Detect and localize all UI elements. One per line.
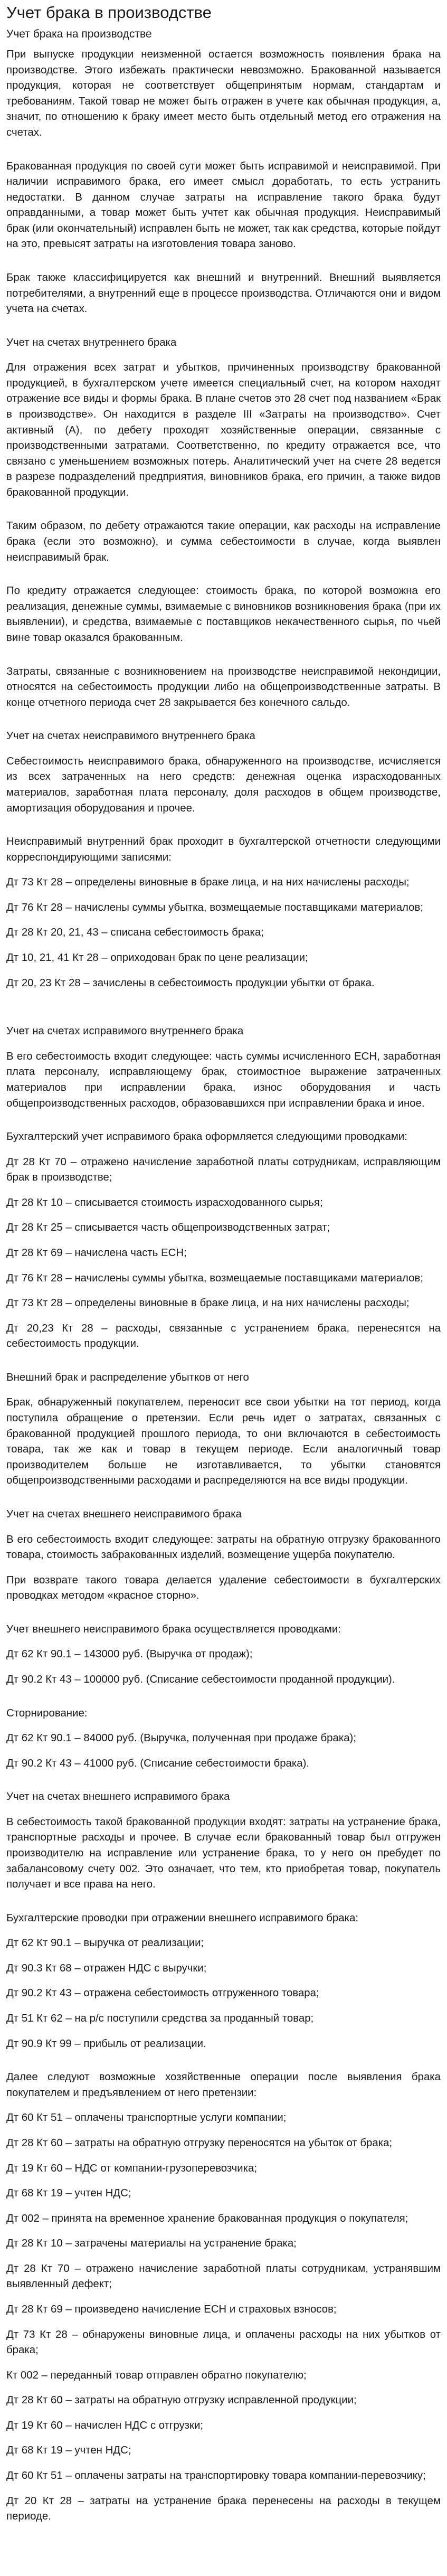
paragraph: Дт 90.2 Кт 43 – отражена себестоимость отгруженного товара; bbox=[6, 1987, 319, 1999]
paragraph: Дт 10, 21, 41 Кт 28 – оприходован брак по цене реализации; bbox=[6, 952, 308, 964]
spacer bbox=[6, 1040, 441, 1049]
spacer bbox=[6, 1236, 441, 1245]
paragraph: Неисправимый внутренний брак проходит в бухгалтерской отчетности следующими корреспондирующими записями: bbox=[6, 836, 441, 863]
paragraph: Для отражения всех затрат и убытков, причиненных производству бракованной продукцией, в бухгалтерском учете имеется специальный счет, на котором находят отражение все виды и формы брака. В плане счетов это 28 счет под названием «Брак в производстве». Он находится в разделе III «Затраты на производство». Счет активный (А), по дебету проходят хозяйственные операции, связанные с производственными затратами. Соответственно, по кредиту отражается все, что связано с уменьшением возможных потерь. Аналитический учет на счете 28 ведется в разрезе подразделений предприятия, виновников брака, его причин, а также видов бракованной продукции. bbox=[6, 362, 441, 498]
spacer bbox=[6, 1186, 441, 1195]
paragraph: Себестоимость неисправимого брака, обнаруженного на производстве, исчисляется из всех затраченных на него средств: денежная оценка израсходованных материалов, заработная плата персоналу, доля расходов в общем производстве, амортизация оборудования и прочее. bbox=[6, 755, 441, 814]
paragraph: В его себестоимость входит следующее: затраты на обратную отгрузку бракованного товара, стоимость забракованных изделий, возмещение ущерба покупателю. bbox=[6, 1533, 441, 1561]
spacer bbox=[6, 1604, 441, 1622]
spacer bbox=[6, 1211, 441, 1220]
paragraph: Дт 51 Кт 62 – на р/с поступили средства за проданный товар; bbox=[6, 2013, 314, 2025]
paragraph: Дт 60 Кт 51 – оплачены затраты на транспортировку товара компании-перевозчику; bbox=[6, 2470, 426, 2482]
spacer bbox=[6, 1489, 441, 1507]
spacer bbox=[6, 991, 441, 1024]
paragraph: Бухгалтерские проводки при отражении внешнего исправимого брака: bbox=[6, 1912, 358, 1924]
paragraph: Дт 68 Кт 19 – учтен НДС; bbox=[6, 2187, 131, 2200]
spacer bbox=[6, 2292, 441, 2302]
paragraph: Дт 68 Кт 19 – учтен НДС; bbox=[6, 2445, 131, 2457]
spacer bbox=[6, 2433, 441, 2443]
section-subtitle: Учет брака на производстве bbox=[6, 27, 152, 40]
spacer bbox=[6, 1747, 441, 1756]
paragraph: Кт 002 – переданный товар отправлен обратно покупателю; bbox=[6, 2369, 307, 2381]
spacer bbox=[6, 2002, 441, 2011]
paragraph: Дт 90.2 Кт 43 – 100000 руб. (Списание себестоимости проданной продукции). bbox=[6, 1673, 395, 1685]
paragraph: Дт 20 Кт 28 – затраты на устранение брака перенесены на расходы в текущем периоде. bbox=[6, 2495, 441, 2523]
paragraph: Дт 28 Кт 25 – списывается часть общепроизводственных затрат; bbox=[6, 1222, 330, 1234]
paragraph: В себестоимость такой бракованной продукции входят: затраты на устранение брака, транспортные расходы и прочее. В случае если бракованный товар был отгружен производителю на исправление или устранение брака, то у него он пребудет по забалансовому счету 002. Это означает, что тем, кто приобретая товар, покупатель получает и все права на него. bbox=[6, 1816, 441, 1891]
paragraph: Дт 28 Кт 60 – затраты на обратную отгрузку исправленной продукции; bbox=[6, 2394, 357, 2407]
spacer bbox=[6, 1385, 441, 1395]
paragraph: Учет на счетах внешнего исправимого брака bbox=[6, 1791, 230, 1803]
spacer bbox=[6, 1352, 441, 1370]
spacer bbox=[6, 252, 441, 270]
paragraph: Сторнирование: bbox=[6, 1707, 88, 1719]
paragraph: Учет на счетах внешнего неисправимого брака bbox=[6, 1508, 242, 1520]
paragraph: Дт 20, 23 Кт 28 – зачислены в себестоимость продукции убытки от брака. bbox=[6, 977, 375, 989]
paragraph: Учет на счетах внутреннего брака bbox=[6, 336, 177, 348]
spacer bbox=[6, 565, 441, 583]
spacer bbox=[6, 1663, 441, 1672]
spacer bbox=[6, 1145, 441, 1155]
spacer bbox=[6, 2484, 441, 2494]
spacer bbox=[6, 317, 441, 335]
paragraph: Дт 28 Кт 69 – начислена часть ЕСН; bbox=[6, 1247, 187, 1259]
spacer bbox=[6, 2152, 441, 2161]
spacer bbox=[6, 1286, 441, 1296]
spacer bbox=[6, 2252, 441, 2261]
paragraph: Затраты, связанные с возникновением на производстве неисправимой некондиции, относятся на себестоимость продукции либо на общепроизводственные затраты. В конце отчетного периода счет 28 закрывается без конечного сальдо. bbox=[6, 665, 441, 709]
spacer bbox=[6, 2101, 441, 2110]
paragraph: При выпуске продукции неизменной остается возможность появления брака на производстве. Этого избежать практически невозможно. Бракованной называется продукция, которая не соответствует общепринятым нормам, стандартам и требованиям. Такой товар не может быть отражен в учете как обычная продукция, а, значит, по отношению к браку имеет место быть отдельный метод его отражения на счетах. bbox=[6, 49, 441, 138]
paragraph: Дт 20,23 Кт 28 – расходы, связанные с устранением брака, перенесятся на себестоимость продукции. bbox=[6, 1322, 441, 1350]
spacer bbox=[6, 2226, 441, 2236]
paragraph: Бракованная продукция по своей сути может быть исправимой и неисправимой. При наличии исправимого брака, его имеет смысл доработать, то есть устранить недостатки. В данном случае затраты на исправление такого брака будут оправданными, а товар может быть учтет как обычная продукция. Неисправимый брак (или окончательный) исправлен быть не может, так как средства, которые пойдут на это, превысят затраты на изготовления товара заново. bbox=[6, 160, 441, 250]
spacer bbox=[6, 1311, 441, 1321]
paragraph: Дт 28 Кт 69 – произведено начисление ЕСН и страховых взносов; bbox=[6, 2304, 337, 2315]
spacer bbox=[6, 2126, 441, 2136]
spacer bbox=[6, 941, 441, 950]
spacer bbox=[6, 1805, 441, 1815]
paragraph: Дт 19 Кт 60 – начислен НДС с отгрузки; bbox=[6, 2419, 204, 2431]
page-title: Учет брака в производстве bbox=[6, 3, 212, 22]
spacer bbox=[6, 2052, 441, 2070]
paragraph: Учет внешнего неисправимого брака осуществляется проводками: bbox=[6, 1623, 341, 1635]
paragraph: Дт 73 Кт 28 – определены виновные в браке лица, и на них начислены расходы; bbox=[6, 876, 410, 889]
spacer bbox=[6, 966, 441, 976]
spacer bbox=[6, 2383, 441, 2393]
paragraph: Дт 28 Кт 60 – затраты на обратную отгрузку переносятся на убыток от брака; bbox=[6, 2137, 393, 2149]
paragraph: Дт 60 Кт 51 – оплачены транспортные услуги компании; bbox=[6, 2112, 287, 2124]
paragraph: Дт 90.3 Кт 68 – отражен НДС с выручки; bbox=[6, 1962, 207, 1974]
spacer bbox=[6, 1893, 441, 1911]
paragraph: Дт 62 Кт 90.1 – выручка от реализации; bbox=[6, 1937, 204, 1949]
spacer bbox=[6, 916, 441, 925]
article-body bbox=[6, 47, 441, 2534]
paragraph: Дт 62 Кт 90.1 – 84000 руб. (Выручка, полученная при продаже брака); bbox=[6, 1732, 357, 1744]
paragraph: Брак, обнаруженный покупателем, переносит все свои убытки на тот период, когда поступила обращение о претензии. Если речь идет о затратах, связанных с бракованной продукцией прошлого периода, то они включаются в себестоимость товара, так же как и товар в текущем периоде. Если аналогичный товар производителем больше не изготавливается, то убытки становятся общепроизводственными расходами и распределяются на все виды продукции. bbox=[6, 1396, 441, 1487]
spacer bbox=[6, 2027, 441, 2036]
spacer bbox=[6, 501, 441, 518]
spacer bbox=[6, 1637, 441, 1647]
paragraph: Дт 76 Кт 28 – начислены суммы убытка, возмещаемые поставщиками материалов; bbox=[6, 901, 423, 913]
paragraph: Брак также классифицируется как внешний и внутренний. Внешний выявляется потребителями, а внутренний еще в процессе производства. Отличаются они и видом учета на счетах. bbox=[6, 271, 441, 315]
paragraph: По кредиту отражается следующее: стоимость брака, по которой возможна его реализация, денежные суммы, взимаемые с виновников возникновения брака (при их выявлении), и средства, взимаемые с поставщиков некачественного сырья, по чьей вине товар оказался бракованным. bbox=[6, 585, 441, 644]
spacer bbox=[6, 1926, 441, 1936]
spacer bbox=[6, 816, 441, 834]
spacer bbox=[6, 1771, 441, 1789]
spacer bbox=[6, 891, 441, 900]
spacer bbox=[6, 1721, 441, 1731]
spacer bbox=[6, 865, 441, 875]
spacer bbox=[6, 141, 441, 159]
paragraph: Учет на счетах исправимого внутреннего брака bbox=[6, 1025, 244, 1037]
paragraph: Дт 90.9 Кт 99 – прибыль от реализации. bbox=[6, 2037, 206, 2050]
spacer bbox=[6, 2525, 441, 2534]
paragraph: Далее следуют возможные хозяйственные операции после выявления брака покупателем и предъявлением от него претензии: bbox=[6, 2071, 441, 2099]
paragraph: Дт 28 Кт 20, 21, 43 – списана себестоимость брака; bbox=[6, 927, 264, 939]
spacer bbox=[6, 711, 441, 729]
spacer bbox=[6, 351, 441, 360]
spacer bbox=[6, 1523, 441, 1532]
spacer bbox=[6, 2358, 441, 2368]
paragraph: Бухгалтерский учет исправимого брака оформляется следующими проводками: bbox=[6, 1131, 407, 1143]
spacer bbox=[6, 2318, 441, 2327]
paragraph: Дт 62 Кт 90.1 – 143000 руб. (Выручка от продаж); bbox=[6, 1648, 253, 1660]
paragraph: Дт 002 – принята на временное хранение бракованная продукция о покупателя; bbox=[6, 2212, 408, 2224]
paragraph: При возврате такого товара делается удаление себестоимости в бухгалтерских проводках методом «красное сторно». bbox=[6, 1574, 441, 1602]
spacer bbox=[6, 2409, 441, 2418]
spacer bbox=[6, 1976, 441, 1986]
paragraph: Дт 28 Кт 10 – затрачены материалы на устранение брака; bbox=[6, 2238, 297, 2250]
paragraph: Внешний брак и распределение убытков от него bbox=[6, 1371, 249, 1383]
spacer bbox=[6, 1688, 441, 1706]
spacer bbox=[6, 2202, 441, 2211]
paragraph: Дт 28 Кт 70 – отражено начисление заработной платы сотрудникам, устранявшим выявленный дефект; bbox=[6, 2262, 441, 2290]
spacer bbox=[6, 1261, 441, 1271]
spacer bbox=[6, 2459, 441, 2468]
spacer bbox=[6, 646, 441, 664]
paragraph: Дт 73 Кт 28 – обнаружены виновные лица, и оплачены расходы на них убытков от брака; bbox=[6, 2328, 441, 2356]
paragraph: Дт 73 Кт 28 – определены виновные в браке лица, и на них начислены расходы; bbox=[6, 1297, 410, 1309]
spacer bbox=[6, 2176, 441, 2186]
paragraph: Дт 19 Кт 60 – НДС от компании-грузоперевозчика; bbox=[6, 2162, 257, 2174]
paragraph: Дт 28 Кт 10 – списывается стоимость израсходованного сырья; bbox=[6, 1196, 323, 1209]
paragraph: Дт 76 Кт 28 – начислены суммы убытка, возмещаемые поставщиками материалов; bbox=[6, 1272, 423, 1284]
spacer bbox=[6, 1563, 441, 1573]
spacer bbox=[6, 1951, 441, 1961]
spacer bbox=[6, 744, 441, 754]
paragraph: Дт 28 Кт 70 – отражено начисление заработной платы сотрудникам, исправляющим брак в производстве; bbox=[6, 1156, 441, 1184]
paragraph: Дт 90.2 Кт 43 – 41000 руб. (Списание себестоимости брака). bbox=[6, 1757, 310, 1769]
paragraph: Таким образом, по дебету отражаются такие операции, как расходы на исправление брака (если это возможно), и сумма себестоимости в случае, когда выявлен неисправимый брак. bbox=[6, 520, 441, 563]
spacer bbox=[6, 1111, 441, 1129]
paragraph: Учет на счетах неисправимого внутреннего брака bbox=[6, 730, 255, 742]
paragraph: В его себестоимость входит следующее: часть суммы исчисленного ЕСН, заработная плата персоналу, исправляющему брак, стоимостное выражение затраченных материалов при исправлении брака, износ оборудования и часть общепроизводственных расходов, образовавшихся при исправлении брака и иное. bbox=[6, 1050, 441, 1109]
